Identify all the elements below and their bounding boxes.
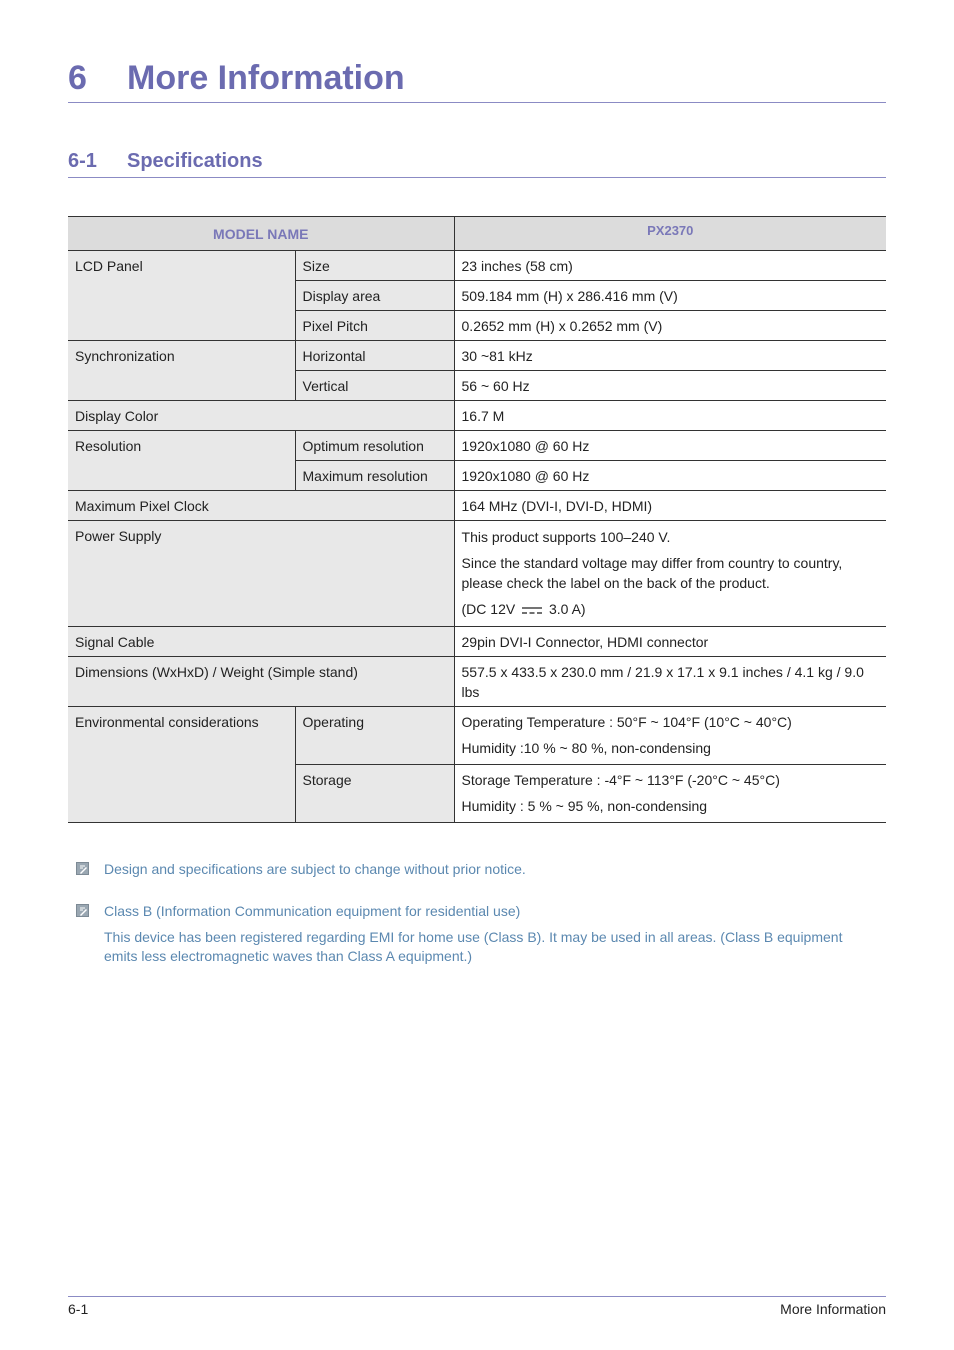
note-text: This device has been registered regarding EMI for home use (Class B). It may be used in all areas. (Class B equipment emits less electromagnetic waves than Class A equipment.) bbox=[104, 929, 843, 964]
sub-label-maximum-resolution: Maximum resolution bbox=[295, 461, 454, 491]
operating-temperature: Operating Temperature : 50°F ~ 104°F (10°C ~ 40°C) bbox=[461, 714, 792, 730]
footer-title: More Information bbox=[780, 1301, 886, 1317]
note-icon bbox=[76, 862, 89, 875]
specifications-table bbox=[68, 216, 886, 823]
value-power-supply bbox=[454, 521, 886, 627]
table-row bbox=[68, 707, 886, 765]
section-number: 6-1 bbox=[68, 150, 97, 172]
sub-label-optimum-resolution: Optimum resolution bbox=[295, 431, 454, 461]
row-label-environmental: Environmental considerations bbox=[68, 707, 295, 823]
header-model-name: MODEL NAME bbox=[68, 217, 454, 251]
section-title: Specifications bbox=[127, 150, 263, 172]
note-title: Class B (Information Communication equipment for residential use) bbox=[104, 903, 521, 919]
power-supply-line-3 bbox=[462, 599, 880, 619]
section-heading bbox=[68, 148, 886, 178]
value-optimum-resolution: 1920x1080 @ 60 Hz bbox=[454, 431, 886, 461]
note-text: Design and specifications are subject to change without prior notice. bbox=[104, 861, 526, 877]
operating-humidity: Humidity :10 % ~ 80 %, non-condensing bbox=[461, 740, 711, 756]
dc-symbol-icon bbox=[522, 605, 542, 615]
table-header-row bbox=[68, 217, 886, 251]
chapter-number: 6 bbox=[68, 59, 87, 97]
value-signal-cable: 29pin DVI-I Connector, HDMI connector bbox=[454, 627, 886, 657]
value-operating bbox=[454, 707, 886, 765]
row-label-lcd-panel: LCD Panel bbox=[68, 251, 295, 341]
table-row bbox=[68, 251, 886, 281]
value-horizontal: 30 ~81 kHz bbox=[454, 341, 886, 371]
row-label-pixel-clock: Maximum Pixel Clock bbox=[68, 491, 454, 521]
note-class-b bbox=[76, 902, 876, 973]
sub-label-pixel-pitch: Pixel Pitch bbox=[295, 311, 454, 341]
row-label-dimensions: Dimensions (WxHxD) / Weight (Simple stand) bbox=[68, 657, 454, 707]
page-footer bbox=[68, 1296, 886, 1321]
footer-page-number: 6-1 bbox=[68, 1301, 89, 1317]
row-label-synchronization: Synchronization bbox=[68, 341, 295, 401]
power-supply-line-1: This product supports 100–240 V. bbox=[461, 529, 671, 545]
row-label-power-supply: Power Supply bbox=[68, 521, 454, 627]
value-dimensions: 557.5 x 433.5 x 230.0 mm / 21.9 x 17.1 x 9.1 inches / 4.1 kg / 9.0 lbs bbox=[454, 657, 886, 707]
power-supply-voltage: (DC 12V bbox=[461, 601, 516, 617]
chapter-title: More Information bbox=[127, 59, 405, 97]
storage-temperature: Storage Temperature : -4°F ~ 113°F (-20°C ~ 45°C) bbox=[461, 772, 780, 788]
sub-label-vertical: Vertical bbox=[295, 371, 454, 401]
value-maximum-resolution: 1920x1080 @ 60 Hz bbox=[454, 461, 886, 491]
value-pixel-clock: 164 MHz (DVI-I, DVI-D, HDMI) bbox=[454, 491, 886, 521]
header-model-value: PX2370 bbox=[454, 217, 886, 251]
row-label-display-color: Display Color bbox=[68, 401, 454, 431]
table-row bbox=[68, 341, 886, 371]
sub-label-storage: Storage bbox=[295, 765, 454, 823]
sub-label-horizontal: Horizontal bbox=[295, 341, 454, 371]
note-design-change bbox=[76, 860, 876, 886]
value-size: 23 inches (58 cm) bbox=[454, 251, 886, 281]
row-label-signal-cable: Signal Cable bbox=[68, 627, 454, 657]
sub-label-display-area: Display area bbox=[295, 281, 454, 311]
table-row bbox=[68, 491, 886, 521]
note-icon bbox=[76, 904, 89, 917]
sub-label-size: Size bbox=[295, 251, 454, 281]
table-row bbox=[68, 657, 886, 707]
value-vertical: 56 ~ 60 Hz bbox=[454, 371, 886, 401]
power-supply-current: 3.0 A) bbox=[548, 601, 586, 617]
sub-label-operating: Operating bbox=[295, 707, 454, 765]
power-supply-line-2: Since the standard voltage may differ from country to country, please check the label on the back of the product. bbox=[461, 555, 843, 591]
value-display-area: 509.184 mm (H) x 286.416 mm (V) bbox=[454, 281, 886, 311]
storage-humidity: Humidity : 5 % ~ 95 %, non-condensing bbox=[461, 798, 708, 814]
table-row bbox=[68, 431, 886, 461]
value-storage bbox=[454, 765, 886, 823]
table-row bbox=[68, 627, 886, 657]
chapter-heading bbox=[68, 56, 886, 103]
table-row bbox=[68, 401, 886, 431]
row-label-resolution: Resolution bbox=[68, 431, 295, 491]
value-pixel-pitch: 0.2652 mm (H) x 0.2652 mm (V) bbox=[454, 311, 886, 341]
table-row bbox=[68, 521, 886, 627]
value-display-color: 16.7 M bbox=[454, 401, 886, 431]
